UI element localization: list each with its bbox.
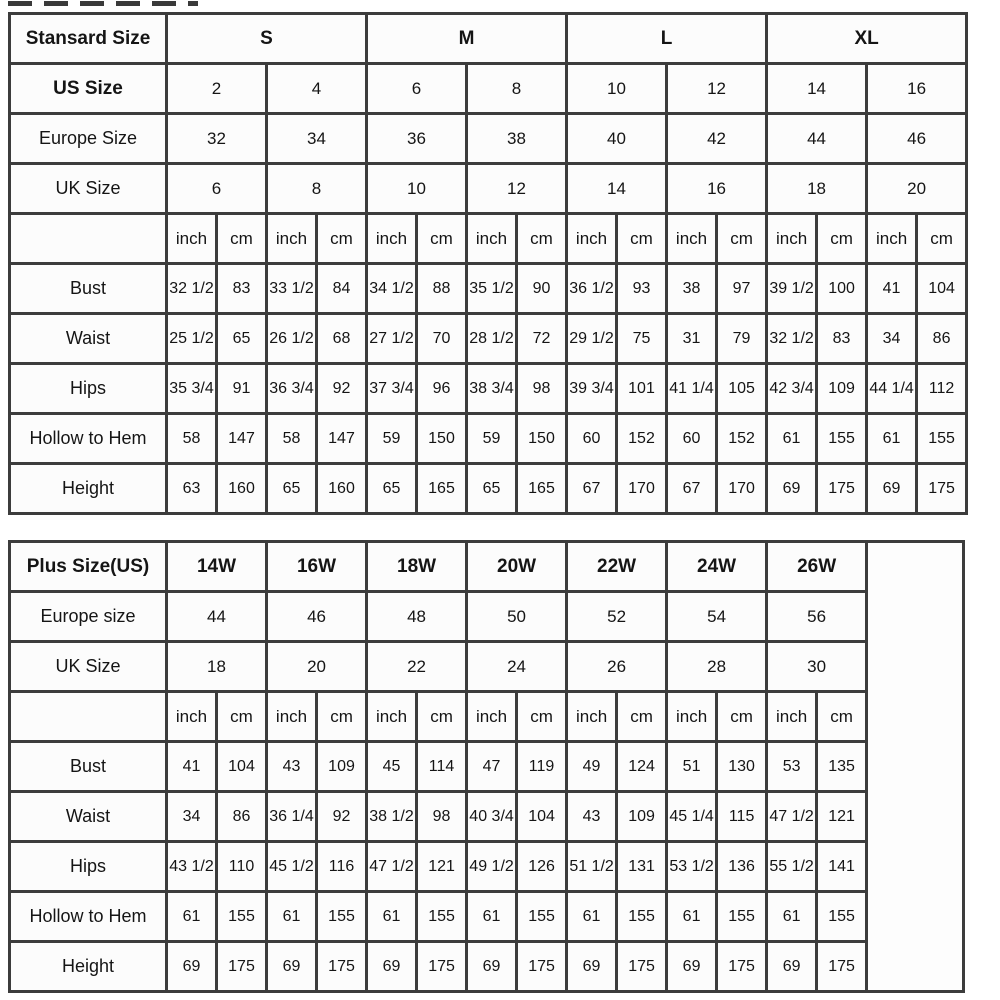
measure-value-cell: 49 1/2 bbox=[467, 842, 517, 892]
measure-value-cell: 69 bbox=[767, 942, 817, 992]
unit-cell: inch bbox=[367, 692, 417, 742]
measure-value-cell: 69 bbox=[567, 942, 617, 992]
blank-label-cell bbox=[10, 214, 167, 264]
measure-value-cell: 165 bbox=[517, 464, 567, 514]
size-value-cell: 12 bbox=[467, 164, 567, 214]
row-label-cell: Height bbox=[10, 942, 167, 992]
size-value-cell: 24 bbox=[467, 642, 567, 692]
measure-value-cell: 38 bbox=[667, 264, 717, 314]
measure-value-cell: 175 bbox=[217, 942, 267, 992]
size-value-cell: 6 bbox=[167, 164, 267, 214]
measure-value-cell: 28 1/2 bbox=[467, 314, 517, 364]
measure-value-cell: 175 bbox=[917, 464, 967, 514]
measure-value-cell: 69 bbox=[167, 942, 217, 992]
measure-value-cell: 155 bbox=[517, 892, 567, 942]
size-value-cell: 36 bbox=[367, 114, 467, 164]
unit-cell: inch bbox=[567, 214, 617, 264]
measure-value-cell: 147 bbox=[217, 414, 267, 464]
row-label-cell: UK Size bbox=[10, 164, 167, 214]
blank-label-cell bbox=[10, 692, 167, 742]
measure-value-cell: 34 bbox=[867, 314, 917, 364]
measure-value-cell: 92 bbox=[317, 792, 367, 842]
size-value-cell: 10 bbox=[367, 164, 467, 214]
unit-cell: cm bbox=[617, 214, 667, 264]
size-value-cell: 12 bbox=[667, 64, 767, 114]
size-value-cell: 26 bbox=[567, 642, 667, 692]
measure-value-cell: 116 bbox=[317, 842, 367, 892]
measure-value-cell: 152 bbox=[617, 414, 667, 464]
measure-value-cell: 109 bbox=[617, 792, 667, 842]
row-label-cell: Height bbox=[10, 464, 167, 514]
size-value-cell: 44 bbox=[767, 114, 867, 164]
measure-value-cell: 49 bbox=[567, 742, 617, 792]
unit-cell: cm bbox=[417, 692, 467, 742]
size-value-cell: 32 bbox=[167, 114, 267, 164]
measure-value-cell: 141 bbox=[817, 842, 867, 892]
measure-value-cell: 131 bbox=[617, 842, 667, 892]
unit-cell: cm bbox=[817, 692, 867, 742]
measure-value-cell: 67 bbox=[567, 464, 617, 514]
unit-cell: inch bbox=[267, 692, 317, 742]
unit-cell: cm bbox=[317, 214, 367, 264]
measure-value-cell: 34 bbox=[167, 792, 217, 842]
measure-value-cell: 35 1/2 bbox=[467, 264, 517, 314]
measure-value-cell: 45 1/2 bbox=[267, 842, 317, 892]
measure-value-cell: 38 3/4 bbox=[467, 364, 517, 414]
measure-value-cell: 27 1/2 bbox=[367, 314, 417, 364]
size-value-cell: 16 bbox=[867, 64, 967, 114]
measure-value-cell: 59 bbox=[367, 414, 417, 464]
measure-value-cell: 43 bbox=[567, 792, 617, 842]
measure-value-cell: 97 bbox=[717, 264, 767, 314]
table-title-cell: Plus Size(US) bbox=[10, 542, 167, 592]
unit-cell: cm bbox=[517, 692, 567, 742]
measure-value-cell: 150 bbox=[517, 414, 567, 464]
measure-value-cell: 104 bbox=[517, 792, 567, 842]
measure-value-cell: 61 bbox=[367, 892, 417, 942]
unit-cell: inch bbox=[167, 692, 217, 742]
unit-cell: inch bbox=[167, 214, 217, 264]
measure-value-cell: 170 bbox=[717, 464, 767, 514]
row-label-cell: Hips bbox=[10, 842, 167, 892]
size-value-cell: 4 bbox=[267, 64, 367, 114]
measure-value-cell: 90 bbox=[517, 264, 567, 314]
measure-value-cell: 63 bbox=[167, 464, 217, 514]
measure-value-cell: 61 bbox=[567, 892, 617, 942]
size-value-cell: 18 bbox=[167, 642, 267, 692]
measure-value-cell: 51 1/2 bbox=[567, 842, 617, 892]
measure-value-cell: 79 bbox=[717, 314, 767, 364]
measure-value-cell: 41 bbox=[167, 742, 217, 792]
measure-value-cell: 70 bbox=[417, 314, 467, 364]
unit-cell: inch bbox=[867, 214, 917, 264]
measure-value-cell: 112 bbox=[917, 364, 967, 414]
measure-value-cell: 68 bbox=[317, 314, 367, 364]
measure-value-cell: 26 1/2 bbox=[267, 314, 317, 364]
measure-value-cell: 69 bbox=[267, 942, 317, 992]
measure-value-cell: 175 bbox=[617, 942, 667, 992]
measure-value-cell: 109 bbox=[817, 364, 867, 414]
measure-value-cell: 67 bbox=[667, 464, 717, 514]
measure-value-cell: 58 bbox=[267, 414, 317, 464]
unit-cell: inch bbox=[667, 692, 717, 742]
measure-value-cell: 160 bbox=[217, 464, 267, 514]
measure-value-cell: 32 1/2 bbox=[167, 264, 217, 314]
measure-value-cell: 115 bbox=[717, 792, 767, 842]
measure-value-cell: 37 3/4 bbox=[367, 364, 417, 414]
measure-value-cell: 65 bbox=[367, 464, 417, 514]
measure-value-cell: 86 bbox=[917, 314, 967, 364]
measure-value-cell: 47 1/2 bbox=[367, 842, 417, 892]
measure-value-cell: 59 bbox=[467, 414, 517, 464]
size-value-cell: 14 bbox=[767, 64, 867, 114]
measure-value-cell: 119 bbox=[517, 742, 567, 792]
size-value-cell: 2 bbox=[167, 64, 267, 114]
measure-value-cell: 83 bbox=[217, 264, 267, 314]
measure-value-cell: 130 bbox=[717, 742, 767, 792]
standard-size-table bbox=[8, 12, 968, 515]
measure-value-cell: 150 bbox=[417, 414, 467, 464]
size-group-cell: 24W bbox=[667, 542, 767, 592]
row-label-cell: Hollow to Hem bbox=[10, 892, 167, 942]
measure-value-cell: 175 bbox=[817, 942, 867, 992]
size-group-cell: XL bbox=[767, 14, 967, 64]
measure-value-cell: 136 bbox=[717, 842, 767, 892]
unit-cell: cm bbox=[517, 214, 567, 264]
size-value-cell: 22 bbox=[367, 642, 467, 692]
measure-value-cell: 155 bbox=[617, 892, 667, 942]
measure-value-cell: 29 1/2 bbox=[567, 314, 617, 364]
row-label-cell: Hollow to Hem bbox=[10, 414, 167, 464]
measure-value-cell: 155 bbox=[817, 892, 867, 942]
measure-value-cell: 69 bbox=[367, 942, 417, 992]
measure-value-cell: 40 3/4 bbox=[467, 792, 517, 842]
row-label-cell: Waist bbox=[10, 792, 167, 842]
row-label-cell: Europe size bbox=[10, 592, 167, 642]
measure-value-cell: 69 bbox=[867, 464, 917, 514]
measure-value-cell: 170 bbox=[617, 464, 667, 514]
measure-value-cell: 58 bbox=[167, 414, 217, 464]
size-value-cell: 56 bbox=[767, 592, 867, 642]
empty-trailing-cell bbox=[867, 542, 964, 992]
measure-value-cell: 135 bbox=[817, 742, 867, 792]
unit-cell: inch bbox=[767, 692, 817, 742]
measure-value-cell: 61 bbox=[767, 414, 817, 464]
size-value-cell: 16 bbox=[667, 164, 767, 214]
measure-value-cell: 98 bbox=[417, 792, 467, 842]
size-value-cell: 46 bbox=[267, 592, 367, 642]
row-label-cell: Waist bbox=[10, 314, 167, 364]
measure-value-cell: 114 bbox=[417, 742, 467, 792]
size-value-cell: 42 bbox=[667, 114, 767, 164]
measure-value-cell: 36 1/4 bbox=[267, 792, 317, 842]
measure-value-cell: 152 bbox=[717, 414, 767, 464]
size-value-cell: 46 bbox=[867, 114, 967, 164]
measure-value-cell: 155 bbox=[417, 892, 467, 942]
measure-value-cell: 45 1/4 bbox=[667, 792, 717, 842]
measure-value-cell: 121 bbox=[817, 792, 867, 842]
measure-value-cell: 75 bbox=[617, 314, 667, 364]
size-value-cell: 30 bbox=[767, 642, 867, 692]
measure-value-cell: 61 bbox=[167, 892, 217, 942]
measure-value-cell: 155 bbox=[217, 892, 267, 942]
measure-value-cell: 32 1/2 bbox=[767, 314, 817, 364]
measure-value-cell: 39 3/4 bbox=[567, 364, 617, 414]
row-label-cell: US Size bbox=[10, 64, 167, 114]
size-group-cell: 20W bbox=[467, 542, 567, 592]
measure-value-cell: 175 bbox=[517, 942, 567, 992]
size-value-cell: 52 bbox=[567, 592, 667, 642]
measure-value-cell: 51 bbox=[667, 742, 717, 792]
size-value-cell: 6 bbox=[367, 64, 467, 114]
size-value-cell: 54 bbox=[667, 592, 767, 642]
measure-value-cell: 65 bbox=[217, 314, 267, 364]
measure-value-cell: 93 bbox=[617, 264, 667, 314]
unit-cell: inch bbox=[267, 214, 317, 264]
measure-value-cell: 53 1/2 bbox=[667, 842, 717, 892]
size-value-cell: 8 bbox=[267, 164, 367, 214]
measure-value-cell: 86 bbox=[217, 792, 267, 842]
size-group-cell: M bbox=[367, 14, 567, 64]
measure-value-cell: 84 bbox=[317, 264, 367, 314]
measure-value-cell: 53 bbox=[767, 742, 817, 792]
size-value-cell: 10 bbox=[567, 64, 667, 114]
unit-cell: cm bbox=[417, 214, 467, 264]
measure-value-cell: 104 bbox=[917, 264, 967, 314]
measure-value-cell: 60 bbox=[667, 414, 717, 464]
measure-value-cell: 105 bbox=[717, 364, 767, 414]
measure-value-cell: 36 1/2 bbox=[567, 264, 617, 314]
measure-value-cell: 165 bbox=[417, 464, 467, 514]
cropped-row-remnant bbox=[8, 1, 198, 6]
size-group-cell: S bbox=[167, 14, 367, 64]
measure-value-cell: 61 bbox=[667, 892, 717, 942]
measure-value-cell: 101 bbox=[617, 364, 667, 414]
unit-cell: cm bbox=[817, 214, 867, 264]
unit-cell: cm bbox=[217, 692, 267, 742]
measure-value-cell: 69 bbox=[467, 942, 517, 992]
unit-cell: inch bbox=[567, 692, 617, 742]
measure-value-cell: 36 3/4 bbox=[267, 364, 317, 414]
measure-value-cell: 121 bbox=[417, 842, 467, 892]
measure-value-cell: 60 bbox=[567, 414, 617, 464]
measure-value-cell: 69 bbox=[767, 464, 817, 514]
unit-cell: inch bbox=[467, 692, 517, 742]
measure-value-cell: 155 bbox=[917, 414, 967, 464]
unit-cell: cm bbox=[217, 214, 267, 264]
measure-value-cell: 69 bbox=[667, 942, 717, 992]
plus-size-table bbox=[8, 540, 965, 993]
unit-cell: inch bbox=[767, 214, 817, 264]
measure-value-cell: 126 bbox=[517, 842, 567, 892]
measure-value-cell: 104 bbox=[217, 742, 267, 792]
measure-value-cell: 33 1/2 bbox=[267, 264, 317, 314]
measure-value-cell: 42 3/4 bbox=[767, 364, 817, 414]
measure-value-cell: 43 1/2 bbox=[167, 842, 217, 892]
measure-value-cell: 124 bbox=[617, 742, 667, 792]
measure-value-cell: 45 bbox=[367, 742, 417, 792]
row-label-cell: UK Size bbox=[10, 642, 167, 692]
measure-value-cell: 160 bbox=[317, 464, 367, 514]
measure-value-cell: 41 1/4 bbox=[667, 364, 717, 414]
unit-cell: cm bbox=[917, 214, 967, 264]
measure-value-cell: 92 bbox=[317, 364, 367, 414]
size-value-cell: 48 bbox=[367, 592, 467, 642]
row-label-cell: Bust bbox=[10, 264, 167, 314]
size-value-cell: 34 bbox=[267, 114, 367, 164]
measure-value-cell: 39 1/2 bbox=[767, 264, 817, 314]
measure-value-cell: 41 bbox=[867, 264, 917, 314]
size-value-cell: 20 bbox=[867, 164, 967, 214]
size-group-cell: L bbox=[567, 14, 767, 64]
size-value-cell: 28 bbox=[667, 642, 767, 692]
measure-value-cell: 147 bbox=[317, 414, 367, 464]
measure-value-cell: 47 1/2 bbox=[767, 792, 817, 842]
measure-value-cell: 83 bbox=[817, 314, 867, 364]
size-group-cell: 26W bbox=[767, 542, 867, 592]
measure-value-cell: 35 3/4 bbox=[167, 364, 217, 414]
size-group-cell: 16W bbox=[267, 542, 367, 592]
measure-value-cell: 61 bbox=[267, 892, 317, 942]
unit-cell: inch bbox=[667, 214, 717, 264]
measure-value-cell: 61 bbox=[467, 892, 517, 942]
measure-value-cell: 96 bbox=[417, 364, 467, 414]
measure-value-cell: 98 bbox=[517, 364, 567, 414]
row-label-cell: Hips bbox=[10, 364, 167, 414]
size-value-cell: 40 bbox=[567, 114, 667, 164]
measure-value-cell: 91 bbox=[217, 364, 267, 414]
measure-value-cell: 34 1/2 bbox=[367, 264, 417, 314]
row-label-cell: Bust bbox=[10, 742, 167, 792]
size-value-cell: 50 bbox=[467, 592, 567, 642]
measure-value-cell: 175 bbox=[417, 942, 467, 992]
measure-value-cell: 88 bbox=[417, 264, 467, 314]
table-title-cell: Stansard Size bbox=[10, 14, 167, 64]
measure-value-cell: 155 bbox=[817, 414, 867, 464]
size-value-cell: 18 bbox=[767, 164, 867, 214]
measure-value-cell: 61 bbox=[867, 414, 917, 464]
measure-value-cell: 43 bbox=[267, 742, 317, 792]
measure-value-cell: 31 bbox=[667, 314, 717, 364]
unit-cell: cm bbox=[317, 692, 367, 742]
row-label-cell: Europe Size bbox=[10, 114, 167, 164]
measure-value-cell: 110 bbox=[217, 842, 267, 892]
size-group-cell: 18W bbox=[367, 542, 467, 592]
unit-cell: inch bbox=[467, 214, 517, 264]
measure-value-cell: 61 bbox=[767, 892, 817, 942]
size-value-cell: 44 bbox=[167, 592, 267, 642]
size-value-cell: 38 bbox=[467, 114, 567, 164]
measure-value-cell: 109 bbox=[317, 742, 367, 792]
measure-value-cell: 44 1/4 bbox=[867, 364, 917, 414]
measure-value-cell: 55 1/2 bbox=[767, 842, 817, 892]
measure-value-cell: 25 1/2 bbox=[167, 314, 217, 364]
measure-value-cell: 175 bbox=[317, 942, 367, 992]
measure-value-cell: 175 bbox=[717, 942, 767, 992]
unit-cell: cm bbox=[717, 214, 767, 264]
size-group-cell: 22W bbox=[567, 542, 667, 592]
size-value-cell: 8 bbox=[467, 64, 567, 114]
measure-value-cell: 155 bbox=[317, 892, 367, 942]
measure-value-cell: 175 bbox=[817, 464, 867, 514]
measure-value-cell: 65 bbox=[267, 464, 317, 514]
measure-value-cell: 65 bbox=[467, 464, 517, 514]
size-value-cell: 14 bbox=[567, 164, 667, 214]
unit-cell: inch bbox=[367, 214, 417, 264]
size-value-cell: 20 bbox=[267, 642, 367, 692]
measure-value-cell: 72 bbox=[517, 314, 567, 364]
unit-cell: cm bbox=[617, 692, 667, 742]
measure-value-cell: 155 bbox=[717, 892, 767, 942]
measure-value-cell: 38 1/2 bbox=[367, 792, 417, 842]
size-group-cell: 14W bbox=[167, 542, 267, 592]
measure-value-cell: 100 bbox=[817, 264, 867, 314]
unit-cell: cm bbox=[717, 692, 767, 742]
measure-value-cell: 47 bbox=[467, 742, 517, 792]
